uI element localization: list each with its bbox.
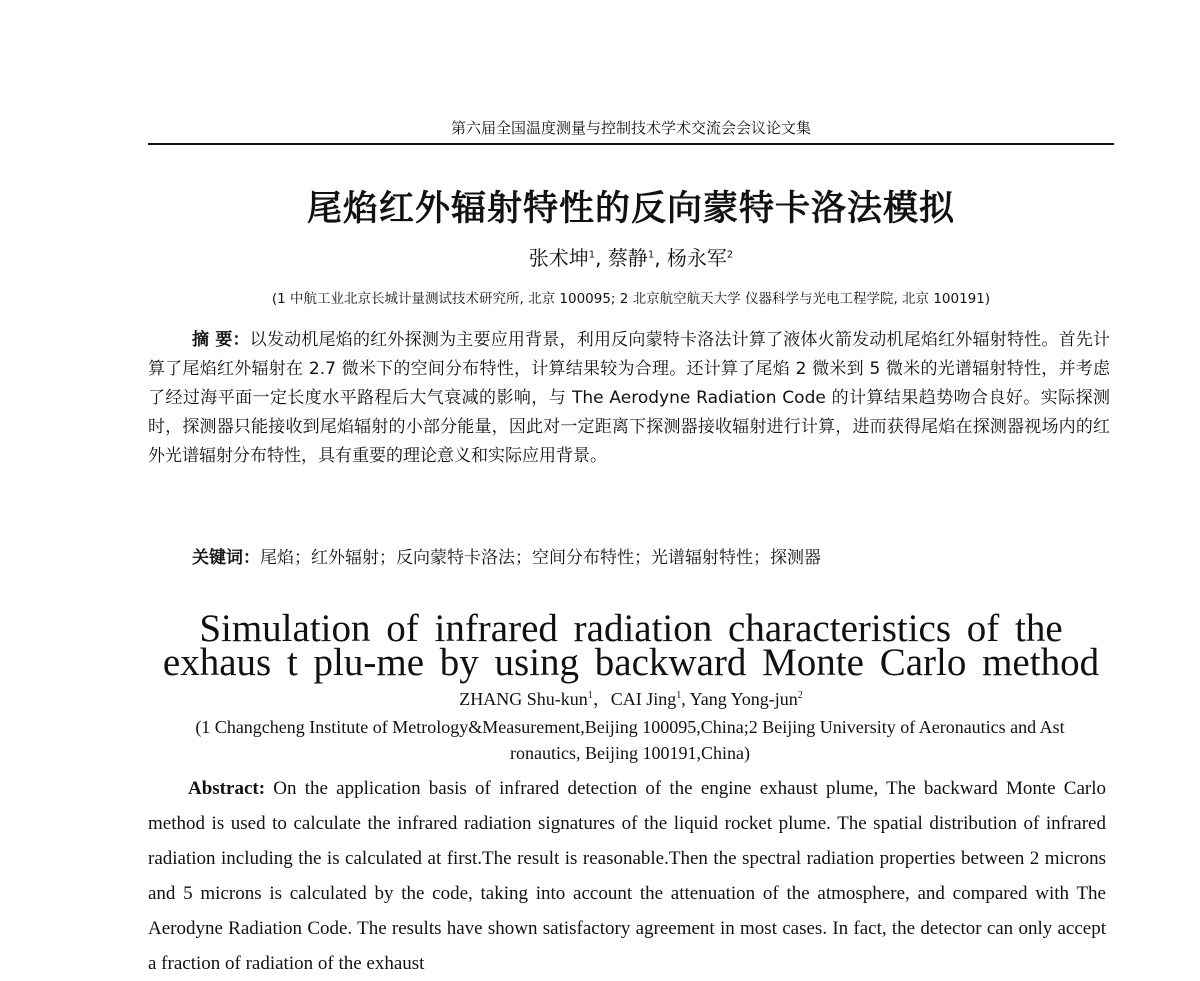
cn-title: 尾焰红外辐射特性的反向蒙特卡洛法模拟 xyxy=(306,189,955,229)
cn-author-2: 蔡静 xyxy=(607,246,648,270)
cn-abstract xyxy=(148,326,1110,471)
cn-author-1-affil: 1 xyxy=(588,249,596,261)
en-title: Simulation of infrared radiation characteristics of the exhaus t plu-me by using backward Monte Carlo method xyxy=(162,607,1100,684)
cn-author-2-affil: 1 xyxy=(647,249,655,261)
en-author-3-affil: 2 xyxy=(797,690,803,701)
cn-author-3: 杨永军 xyxy=(666,246,727,270)
cn-keywords xyxy=(192,543,1110,568)
cn-abstract-label: 摘 要： xyxy=(192,330,250,350)
en-author-1-affil: 1 xyxy=(587,690,593,701)
en-author-3: Yang Yong-jun xyxy=(689,689,798,709)
en-author-sep: , xyxy=(681,689,690,709)
en-author-2-affil: 1 xyxy=(676,690,682,701)
en-author-sep: ， xyxy=(592,689,611,709)
en-author-2: CAI Jing xyxy=(610,689,677,709)
cn-author-1: 张术坤 xyxy=(528,246,589,270)
header-rule xyxy=(148,143,1114,145)
cn-author-sep: , xyxy=(654,246,667,270)
cn-keywords-text: 尾焰；红外辐射；反向蒙特卡洛法；空间分布特性；光谱辐射特性；探测器 xyxy=(260,548,821,568)
cn-affiliation: (1 中航工业北京长城计量测试技术研究所, 北京 100095; 2 北京航空航天大学 仪器科学与光电工程学院, 北京 100191) xyxy=(271,291,991,307)
cn-abstract-text: 以发动机尾焰的红外探测为主要应用背景，利用反向蒙特卡洛法计算了液体火箭发动机尾焰红外辐射特性。首先计算了尾焰红外辐射在 2.7 微米下的空间分布特性，计算结果较为合理。还计算了尾焰 2 微米到 5 微米的光谱辐射特性，并考虑了经过海平面一定长度水平路程后大气衰减的影响，与 The Aerodyne Radiation Code 的计算结果趋势吻合良好。实际探测时，探测器只能接收到尾焰辐射的小部分能量，因此对一定距离下探测器接收辐射进行计算，进而获得尾焰在探测器视场内的红外光谱辐射分布特性，具有重要的理论意义和实际应用背景。 xyxy=(148,330,1111,466)
en-affiliation: (1 Changcheng Institute of Metrology&Measurement,Beijing 100095,China;2 Beijing University of Aeronautics and Ast ronautics, Beijing 100191,China) xyxy=(195,717,1065,763)
en-abstract xyxy=(148,771,1106,981)
en-abstract-label: Abstract: xyxy=(188,778,266,799)
en-abstract-text: On the application basis of infrared detection of the engine exhaust plume, The backward Monte Carlo method is used to calculate the infrared radiation signatures of the liquid rocket plume. The spatial distribution of infrared radiation including the is calculated at first.The result is reasonable.Then the spectral radiation properties between 2 microns and 5 microns is calculated by the code, taking into account the attenuation of the atmosphere, and compared with The Aerodyne Radiation Code. The results have shown satisfactory agreement in most cases. In fact, the detector can only accept a fraction of radiation of the exhaust xyxy=(148,778,1106,974)
cn-keywords-label: 关键词： xyxy=(192,548,260,568)
en-author-1: ZHANG Shu-kun xyxy=(459,689,588,709)
cn-authors xyxy=(148,242,1114,271)
cn-author-sep: , xyxy=(595,246,608,270)
running-header: 第六届全国温度测量与控制技术学术交流会会议论文集 xyxy=(450,119,811,137)
cn-author-3-affil: 2 xyxy=(726,249,734,261)
en-authors xyxy=(148,685,1114,711)
